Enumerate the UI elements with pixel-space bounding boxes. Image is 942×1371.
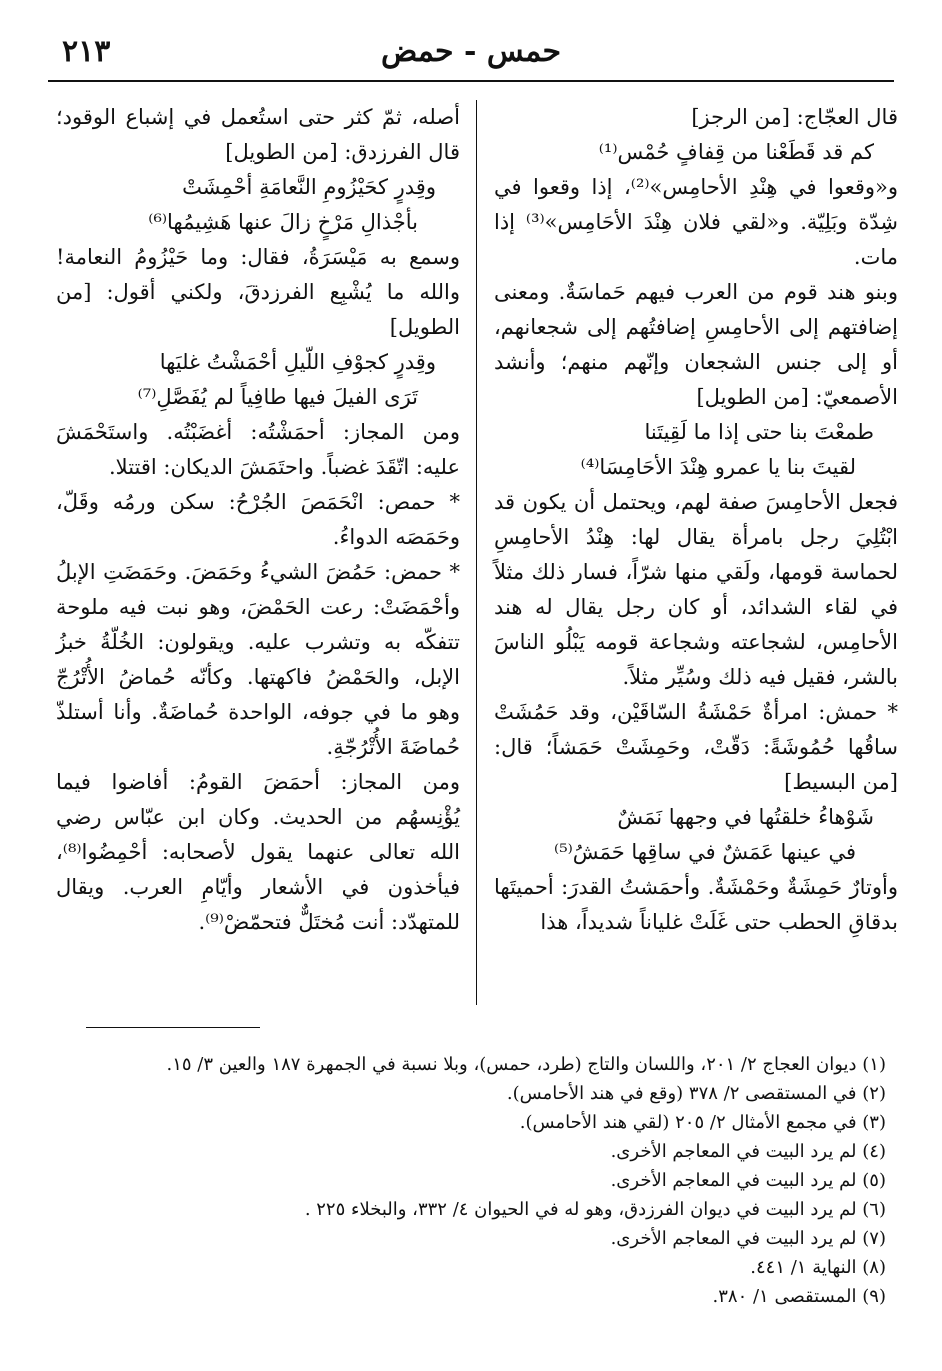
left-verse: وقِدرٍ كحَيْزُومِ النَّعامَةِ أحْمِشَتْ [182, 175, 436, 199]
footnote: (٢) في المستقصى ٢/ ٣٧٨ (وقع في هند الأحامس). [506, 1083, 886, 1104]
right-verse: في عينها عَمَشٌ في ساقِها حَمَشُ⁽⁵⁾ [554, 840, 856, 864]
right-paragraph: * حمش: امرأةٌ حَمْشَةُ السّاقَيْن، وقد حَمُشَتْ ساقُها حُمُوشَةً: دَقّتْ، وحَمِشَتْ حَمَشاً؛ قال: [من البسيط] [494, 700, 898, 794]
left-verse: تَرَى الفيلَ فيها طافِياً لم يُفَصَّلِ⁽⁷⁾ [137, 385, 418, 409]
right-verse: كم قد قَطَعْنا من قِفافٍ حُمْس⁽¹⁾ [598, 140, 874, 164]
right-verse: طمعْتَ بنا حتى إذا ما لَقِيتَنا [644, 420, 874, 444]
left-paragraph: ومن المجاز: أحمَضَ القومُ: أفاضوا فيما يُؤْنِسهُم من الحديث. وكان ابن عبّاس رضي الله تعالى عنهما يقول لأصحابه: أحْمِضُوا⁽⁸⁾، فيأخذون في الأشعار وأيّامِ العرب. ويقال للمتهدّد: أنت مُختَلٌّ فتحمّضْ⁽⁹⁾. [56, 770, 460, 934]
left-verse: وقِدرٍ كجوْفِ اللّيلِ أحْمَشْتُ غليَها [159, 350, 436, 374]
header-rule [48, 80, 894, 82]
footnote: (٨) النهاية ١/ ٤٤١. [750, 1257, 886, 1278]
left-paragraph: * حمص: انْحَمَصَ الجُرْحُ: سكن ورمُه وقَلّ، وحَمَصَه الدواءُ. [56, 490, 460, 549]
right-paragraph: و«وقعوا في هِنْدِ الأحامِس»⁽²⁾، إذا وقعوا في شِدّة وبَلِيّة. و«لقي فلان هِنْدَ الأحَامِس»⁽³⁾ إذا مات. [494, 175, 898, 269]
footnote: (١) ديوان العجاج ٢/ ٢٠١، واللسان والتاج (طرد، حمس)، وبلا نسبة في الجمهرة ١٨٧ والعين ٣/ ١٥. [166, 1054, 886, 1075]
footnote: (٧) لم يرد البيت في المعاجم الأخرى. [610, 1228, 886, 1249]
page-header [48, 22, 894, 82]
footnote: (٣) في مجمع الأمثال ٢/ ٢٠٥ (لقي هند الأحامس). [519, 1112, 886, 1133]
right-paragraph: وأوتارٌ حَمِشَةٌ وحَمْشَةٌ. وأحمَشتُ القدرَ: أحميتَها بدقاقِ الحطب حتى غَلَتْ غلياناً شديداً، هذا [494, 875, 898, 934]
footnote: (٤) لم يرد البيت في المعاجم الأخرى. [610, 1141, 886, 1162]
right-column [494, 100, 898, 1005]
right-paragraph: قال العجّاج: [من الرجز] [691, 105, 898, 129]
footnote: (٥) لم يرد البيت في المعاجم الأخرى. [610, 1170, 886, 1191]
footnotes [56, 1050, 886, 1311]
footnote: (٦) لم يرد البيت في ديوان الفرزدق، وهو له في الحيوان ٤/ ٣٣٢، والبخلاء ٢٢٥ . [304, 1199, 886, 1220]
left-paragraph: * حمض: حَمُضَ الشيءُ وحَمَضَ. وحَمَضَتِ الإبلُ وأحْمَضَتْ: رعت الحَمْضَ، وهو نبت فيه ملوحة تتفكّه به وتشرب عليه. ويقولون: الخُلّةُ خبزُ الإبل، والحَمْضُ فاكهتها. وكأنّه حُماضُ الأُتْرُجّ وهو ما في جوفه، الواحدة حُماضَةٌ. وأنا أستلذّ حُماضَةَ الأُتْرُجّةِ. [56, 560, 460, 759]
right-verse: لقيتَ بنا يا عمرو هِنْدَ الأحَامِسَا⁽⁴⁾ [580, 455, 856, 479]
column-divider [476, 100, 477, 1005]
footnote: (٩) المستقصى ١/ ٣٨٠. [712, 1286, 886, 1307]
right-paragraph: وبنو هند قوم من العرب فيهم حَماسَةٌ. ومعنى إضافتهم إلى الأحامِسِ إضافتُهم إلى شجعانهم، أو إلى جنس الشجعان وإنّهم منهم؛ وأنشد الأصمعيّ: [من الطويل] [494, 280, 898, 409]
two-column-body [56, 100, 898, 1005]
left-paragraph: ومن المجاز: أحمَشْتُه: أغضَبْتُه. واستَحْمَشَ عليه: اتّقَدَ غضباً. واحتَمَشَ الديكان: اقتتلا. [56, 420, 460, 479]
left-paragraph: أصله، ثمّ كثر حتى استُعمل في إشباع الوقود؛ قال الفرزدق: [من الطويل] [56, 105, 460, 164]
left-column [56, 100, 460, 1005]
left-paragraph: وسمع به مَيْسَرَةُ، فقال: وما حَيْزُومُ النعامة! والله ما يُشْبِع الفرزدقَ، ولكني أقول: [من الطويل] [56, 245, 460, 339]
footnote-separator [86, 1027, 260, 1028]
right-verse: شَوْهاءُ خلقتُها في وجهها نَمَشٌ [617, 805, 874, 829]
left-verse: بأجْذالِ مَرْخٍ زالَ عنها هَشِيمُها⁽⁶⁾ [148, 210, 418, 234]
right-paragraph: فجعل الأحامِسَ صفة لهم، ويحتمل أن يكون قد ابْتُلِيَ رجل بامرأة يقال لها: هِنْدُ الأحامِسِ لحماسة قومها، ولَقي منها شرّاً، فسار ذلك مثلاً في لقاء الشدائد، أو كان رجل يقال له هند الأحامِس، لشجاعته وشجاعة قومه يَبْلُو الناسَ بالشر، فقيل فيه ذلك وسُيِّر مثلاً. [494, 490, 898, 689]
page-number: ٢١٣ [62, 34, 111, 69]
running-title: حمس - حمض [380, 34, 562, 69]
